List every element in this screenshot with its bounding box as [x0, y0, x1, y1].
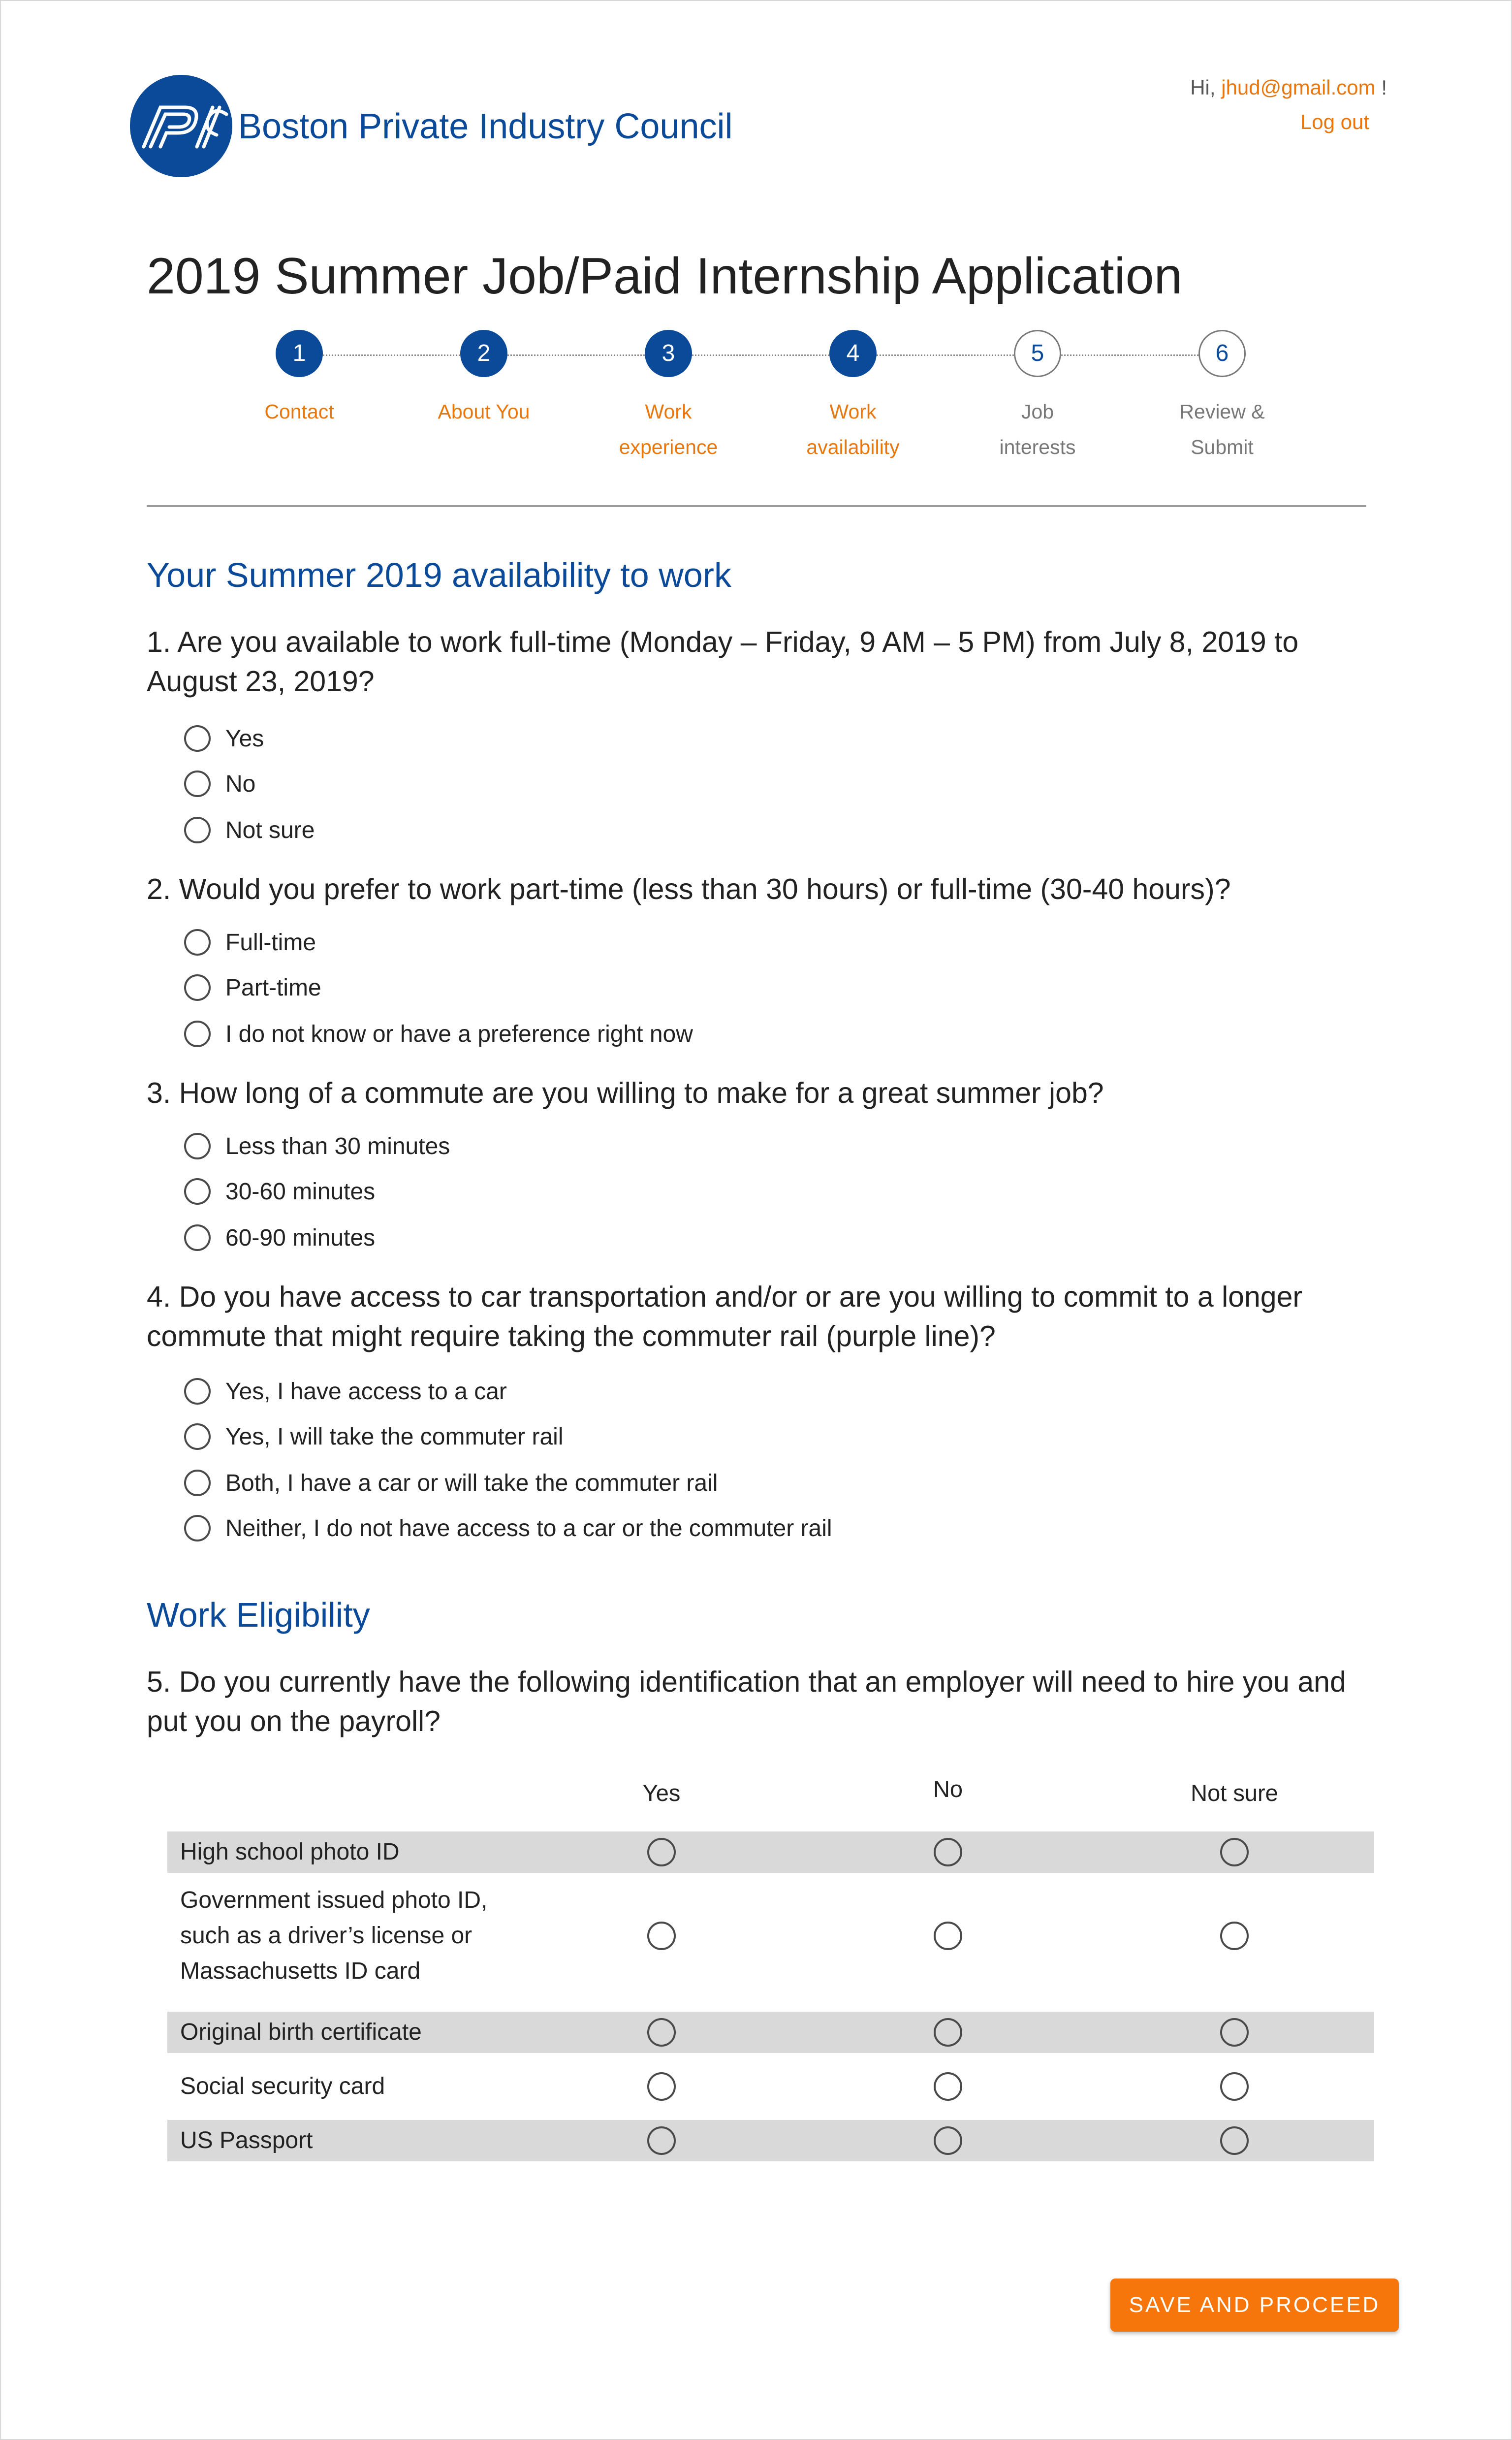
q1-option[interactable]: [184, 769, 255, 799]
step-label-line: Work: [829, 400, 877, 423]
user-email[interactable]: jhud@gmail.com: [1221, 76, 1376, 99]
step-label: [225, 394, 373, 429]
radio-not-sure[interactable]: [1220, 1922, 1249, 1950]
q4-option[interactable]: [184, 1422, 563, 1451]
option-label: Neither, I do not have access to a car or the commuter rail: [225, 1515, 832, 1541]
id-table-row: [167, 2066, 1374, 2107]
option-label: 60-90 minutes: [225, 1224, 376, 1251]
column-header-no: No: [933, 1776, 963, 1802]
step-label-line: experience: [619, 436, 718, 458]
id-table-row: [167, 2012, 1374, 2053]
step-label-line: About You: [438, 400, 530, 423]
radio-button[interactable]: [184, 725, 211, 752]
radio-no[interactable]: [934, 2018, 962, 2047]
question-3: 3. How long of a commute are you willing to make for a great summer job?: [147, 1077, 1104, 1109]
option-label: Yes, I have access to a car: [225, 1378, 507, 1405]
radio-yes[interactable]: [647, 2126, 676, 2155]
step-3[interactable]: [595, 330, 742, 465]
id-type-label-line: such as a driver’s license or: [180, 1923, 472, 1949]
availability-section-title: Your Summer 2019 availability to work: [147, 556, 731, 594]
option-label: Not sure: [225, 817, 315, 843]
option-label: No: [225, 771, 256, 797]
q2-option[interactable]: [184, 1019, 693, 1049]
option-label: Yes, I will take the commuter rail: [225, 1423, 564, 1450]
step-4[interactable]: [779, 330, 927, 465]
step-label-line: Work: [645, 400, 692, 423]
q1-option[interactable]: [184, 724, 264, 753]
step-number: 3: [645, 330, 692, 377]
step-number: 1: [276, 330, 323, 377]
progress-stepper: [1, 330, 1511, 478]
id-type-label-line: Government issued photo ID,: [180, 1887, 488, 1913]
radio-no[interactable]: [934, 1922, 962, 1950]
radio-yes[interactable]: [647, 1922, 676, 1950]
q4-option[interactable]: [184, 1377, 507, 1406]
step-number: 6: [1198, 330, 1246, 377]
radio-no[interactable]: [934, 1838, 962, 1866]
radio-button[interactable]: [184, 929, 211, 956]
page-title: 2019 Summer Job/Paid Internship Application: [147, 248, 1183, 305]
radio-yes[interactable]: [647, 2018, 676, 2047]
eligibility-section-title: Work Eligibility: [147, 1596, 370, 1634]
user-greeting: [1190, 76, 1387, 99]
id-table-row: [167, 1831, 1374, 1873]
id-table-row: [167, 2120, 1374, 2161]
q4-option[interactable]: [184, 1513, 832, 1543]
save-and-proceed-button[interactable]: SAVE AND PROCEED: [1110, 2279, 1399, 2332]
radio-button[interactable]: [184, 1178, 211, 1205]
q3-option[interactable]: [184, 1131, 450, 1161]
radio-button[interactable]: [184, 1378, 211, 1405]
step-label-line: Job: [1021, 400, 1054, 423]
pic-logo-icon: [130, 68, 232, 177]
id-table-row: [167, 1882, 1374, 1990]
step-label: [964, 394, 1111, 465]
step-label: [595, 394, 742, 465]
step-label-line: interests: [999, 436, 1076, 458]
option-label: Less than 30 minutes: [225, 1133, 450, 1159]
step-number: 2: [460, 330, 507, 377]
id-type-label-line: Massachusetts ID card: [180, 1958, 421, 1984]
option-label: Yes: [225, 725, 264, 752]
step-6[interactable]: [1148, 330, 1296, 465]
pic-logo: [130, 68, 232, 177]
question-5: 5. Do you currently have the following identification that an employer will need to hire you and put you on the payroll?: [147, 1666, 1346, 1737]
radio-yes[interactable]: [647, 1838, 676, 1866]
id-type-label: [180, 2069, 385, 2104]
radio-button[interactable]: [184, 1021, 211, 1047]
option-label: Full-time: [225, 929, 316, 956]
radio-button[interactable]: [184, 817, 211, 843]
id-type-label: [180, 2123, 313, 2158]
radio-not-sure[interactable]: [1220, 2072, 1249, 2101]
radio-button[interactable]: [184, 974, 211, 1001]
q2-option[interactable]: [184, 973, 321, 1002]
q4-option[interactable]: [184, 1468, 718, 1498]
column-header-yes: Yes: [642, 1780, 681, 1806]
step-2[interactable]: [410, 330, 558, 429]
radio-yes[interactable]: [647, 2072, 676, 2101]
option-label: 30-60 minutes: [225, 1178, 376, 1205]
header-divider: [147, 505, 1366, 507]
radio-not-sure[interactable]: [1220, 2126, 1249, 2155]
logout-link[interactable]: Log out: [1300, 110, 1369, 133]
step-label: [410, 394, 558, 429]
step-label-line: Contact: [264, 400, 334, 423]
step-label-line: Review &: [1179, 400, 1265, 423]
id-type-label: [180, 1834, 400, 1870]
q2-option[interactable]: [184, 928, 316, 957]
radio-button[interactable]: [184, 1133, 211, 1159]
q3-option[interactable]: [184, 1177, 375, 1206]
step-number: 5: [1014, 330, 1061, 377]
question-2: 2. Would you prefer to work part-time (less than 30 hours) or full-time (30-40 hours)?: [147, 873, 1231, 905]
id-type-label: [180, 2015, 422, 2050]
logo-text: PIC: [130, 68, 143, 77]
step-1[interactable]: [225, 330, 373, 429]
radio-button[interactable]: [184, 1470, 211, 1496]
step-5[interactable]: [964, 330, 1111, 465]
radio-not-sure[interactable]: [1220, 1838, 1249, 1866]
question-4: 4. Do you have access to car transportation and/or or are you willing to commit to a longer commute that might require taking the commuter rail (purple line)?: [147, 1281, 1303, 1352]
radio-button[interactable]: [184, 771, 211, 797]
id-type-label-line: Original birth certificate: [180, 2019, 422, 2045]
org-name: Boston Private Industry Council: [238, 107, 733, 146]
radio-no[interactable]: [934, 2072, 962, 2101]
radio-not-sure[interactable]: [1220, 2018, 1249, 2047]
id-type-label-line: US Passport: [180, 2127, 313, 2153]
radio-button[interactable]: [184, 1515, 211, 1541]
greeting-prefix: Hi,: [1190, 76, 1216, 99]
q1-option[interactable]: [184, 815, 315, 845]
q3-option[interactable]: [184, 1223, 375, 1252]
step-label-line: availability: [806, 436, 900, 458]
option-label: Part-time: [225, 974, 321, 1001]
id-type-label-line: High school photo ID: [180, 1839, 400, 1865]
question-1: 1. Are you available to work full-time (Monday – Friday, 9 AM – 5 PM) from July 8, 2019 to August 23, 2019?: [147, 626, 1299, 698]
option-label: I do not know or have a preference right now: [225, 1021, 693, 1047]
step-label: [1148, 394, 1296, 465]
id-type-label: [180, 1883, 487, 1989]
radio-button[interactable]: [184, 1423, 211, 1450]
radio-button[interactable]: [184, 1224, 211, 1251]
radio-no[interactable]: [934, 2126, 962, 2155]
column-header-not-sure: Not sure: [1191, 1780, 1278, 1806]
greeting-suffix: !: [1381, 76, 1387, 99]
option-label: Both, I have a car or will take the commuter rail: [225, 1470, 718, 1496]
step-label-line: Submit: [1191, 436, 1254, 458]
id-type-label-line: Social security card: [180, 2073, 385, 2099]
step-label: [779, 394, 927, 465]
step-number: 4: [829, 330, 877, 377]
